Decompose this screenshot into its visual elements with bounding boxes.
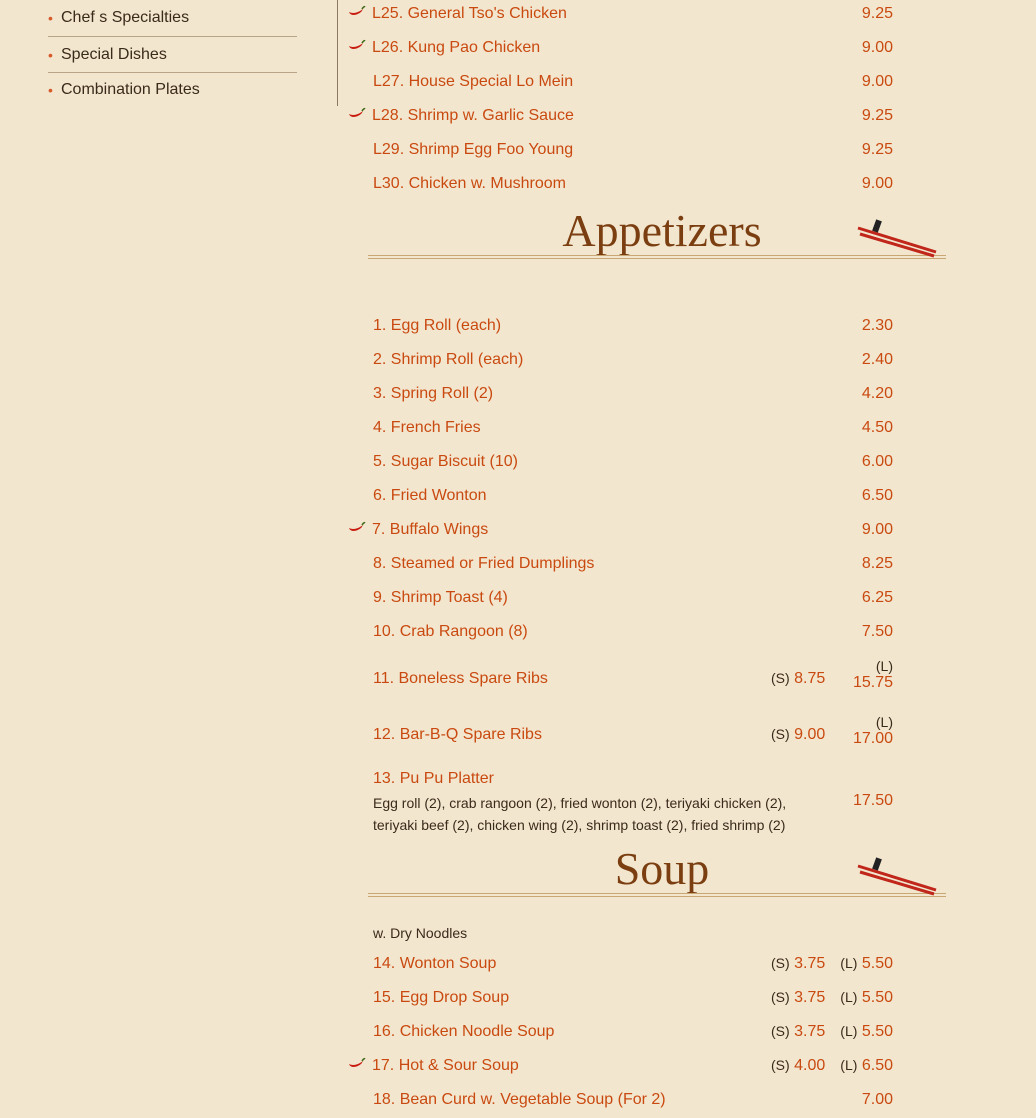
item-name: L28. Shrimp w. Garlic Sauce: [372, 107, 574, 124]
large-price: [840, 1057, 893, 1075]
menu-item: [373, 480, 893, 514]
small-price: [771, 955, 825, 973]
price-value: 5.50: [861, 955, 893, 972]
large-price: [853, 714, 893, 748]
item-price: 8.25: [861, 555, 893, 572]
menu-item: [373, 548, 893, 582]
chili-pepper-icon: [348, 520, 366, 538]
large-price: [840, 955, 893, 973]
item-price: 6.25: [861, 589, 893, 606]
item-price: 6.50: [861, 487, 893, 504]
menu-item-l25: [373, 0, 893, 32]
menu-item: [373, 582, 893, 616]
sidebar-item-special-dishes[interactable]: [48, 38, 297, 73]
small-price: [771, 670, 825, 688]
menu-item-soup: [373, 1050, 893, 1084]
item-price: 7.00: [861, 1091, 893, 1108]
size-tag: (L): [875, 714, 893, 730]
item-price: 7.50: [861, 623, 893, 640]
size-tag: (S): [771, 1057, 790, 1073]
item-name: 10. Crab Rangoon (8): [373, 623, 528, 640]
bullet-icon: •: [48, 82, 53, 98]
item-price: 9.00: [861, 175, 893, 192]
chili-pepper-icon: [348, 1056, 366, 1074]
item-name: 5. Sugar Biscuit (10): [373, 453, 518, 470]
item-name: 18. Bean Curd w. Vegetable Soup (For 2): [373, 1091, 666, 1108]
item-name: L30. Chicken w. Mushroom: [373, 175, 566, 192]
size-tag: (L): [840, 1023, 858, 1039]
chili-pepper-icon: [348, 4, 366, 22]
item-name: 12. Bar-B-Q Spare Ribs: [373, 726, 542, 743]
section-title: Appetizers: [562, 205, 762, 256]
item-name: 2. Shrimp Roll (each): [373, 351, 524, 368]
menu-item-soup: [373, 1016, 893, 1050]
item-price: 17.50: [852, 792, 893, 809]
large-price: [840, 989, 893, 1007]
sidebar-item-label: Combination Plates: [61, 81, 200, 98]
item-name: L29. Shrimp Egg Foo Young: [373, 141, 574, 158]
sidebar-item-combination-plates[interactable]: [48, 73, 297, 107]
menu-item: [373, 446, 893, 480]
small-price: [771, 1023, 825, 1041]
bullet-icon: •: [48, 10, 53, 26]
menu-item-l30: [373, 168, 893, 202]
menu-item-soup: [373, 1084, 893, 1118]
price-value: 3.75: [794, 955, 826, 972]
item-name: 3. Spring Roll (2): [373, 385, 494, 402]
price-value: 3.75: [794, 1023, 826, 1040]
item-price: 9.25: [861, 107, 893, 124]
menu-item: [373, 378, 893, 412]
menu-item-l27: [373, 66, 893, 100]
menu-item: [373, 310, 893, 344]
menu-item-boneless-spare-ribs: [373, 656, 893, 704]
price-value: 3.75: [794, 989, 826, 1006]
item-name: 13. Pu Pu Platter: [373, 770, 494, 787]
chopsticks-icon: [856, 852, 940, 901]
item-name: 14. Wonton Soup: [373, 955, 497, 972]
menu-item-bbq-spare-ribs: [373, 712, 893, 760]
item-name: 6. Fried Wonton: [373, 487, 487, 504]
section-header-appetizers: [368, 204, 946, 266]
bullet-icon: •: [48, 47, 53, 63]
item-price: 9.25: [861, 141, 893, 158]
item-price: 9.00: [861, 521, 893, 538]
price-value: 15.75: [852, 674, 893, 691]
size-tag: (L): [840, 955, 858, 971]
item-name: 16. Chicken Noodle Soup: [373, 1023, 555, 1040]
sidebar-nav: [48, 0, 297, 107]
item-description: Egg roll (2), crab rangoon (2), fried wonton (2), teriyaki chicken (2), teriyaki beef (2), chicken wing (2), shrimp toast (2), fried shrimp (2): [373, 795, 787, 833]
menu-item-soup: [373, 982, 893, 1016]
item-price: 9.25: [861, 5, 893, 22]
price-value: 9.00: [794, 726, 826, 743]
item-price: 2.40: [861, 351, 893, 368]
large-price: [853, 658, 893, 692]
large-price: [840, 1023, 893, 1041]
item-price: 9.00: [861, 73, 893, 90]
price-value: 6.50: [861, 1057, 893, 1074]
item-name: 8. Steamed or Fried Dumplings: [373, 555, 595, 572]
price-value: 17.00: [852, 730, 893, 747]
item-name: 4. French Fries: [373, 419, 481, 436]
item-name: 7. Buffalo Wings: [372, 521, 489, 538]
size-tag: (S): [771, 989, 790, 1005]
item-name: L27. House Special Lo Mein: [373, 73, 574, 90]
small-price: [771, 726, 825, 744]
size-tag: (L): [840, 1057, 858, 1073]
chili-pepper-icon: [348, 106, 366, 124]
item-name: 15. Egg Drop Soup: [373, 989, 510, 1006]
item-price: 2.30: [861, 317, 893, 334]
menu-item-l28: [373, 100, 893, 134]
item-name: 11. Boneless Spare Ribs: [373, 670, 548, 687]
price-value: 5.50: [861, 1023, 893, 1040]
item-name: L25. General Tso's Chicken: [372, 5, 567, 22]
menu-item-l26: [373, 32, 893, 66]
item-name: 9. Shrimp Toast (4): [373, 589, 508, 606]
soup-note: w. Dry Noodles: [373, 925, 468, 941]
chopsticks-icon: [856, 214, 940, 263]
menu-item: [373, 616, 893, 650]
menu-item-soup: [373, 948, 893, 982]
size-tag: (S): [771, 726, 790, 742]
menu-item: [373, 412, 893, 446]
size-tag: (L): [875, 658, 893, 674]
size-tag: (S): [771, 955, 790, 971]
sidebar-item-label: Chef s Specialties: [61, 9, 190, 26]
menu-item-l29: [373, 134, 893, 168]
menu-item: [373, 514, 893, 548]
price-value: 5.50: [861, 989, 893, 1006]
section-title: Soup: [614, 843, 710, 894]
sidebar-item-chefs-specialties[interactable]: [48, 0, 297, 37]
size-tag: (S): [771, 670, 790, 686]
chili-pepper-icon: [348, 38, 366, 56]
item-price: 9.00: [861, 39, 893, 56]
item-name: 1. Egg Roll (each): [373, 317, 502, 334]
small-price: [771, 989, 825, 1007]
item-price: 4.50: [861, 419, 893, 436]
menu-item: [373, 344, 893, 378]
sidebar-item-label: Special Dishes: [61, 46, 167, 63]
sidebar-divider: [337, 0, 338, 106]
item-price: 4.20: [861, 385, 893, 402]
item-price: 6.00: [861, 453, 893, 470]
size-tag: (L): [840, 989, 858, 1005]
item-name: 17. Hot & Sour Soup: [372, 1057, 519, 1074]
price-value: 4.00: [794, 1057, 826, 1074]
item-name: L26. Kung Pao Chicken: [372, 39, 541, 56]
section-header-soup: [368, 842, 946, 904]
menu-item-pu-pu-platter: [373, 770, 893, 838]
price-value: 8.75: [794, 670, 826, 687]
size-tag: (S): [771, 1023, 790, 1039]
small-price: [771, 1057, 825, 1075]
